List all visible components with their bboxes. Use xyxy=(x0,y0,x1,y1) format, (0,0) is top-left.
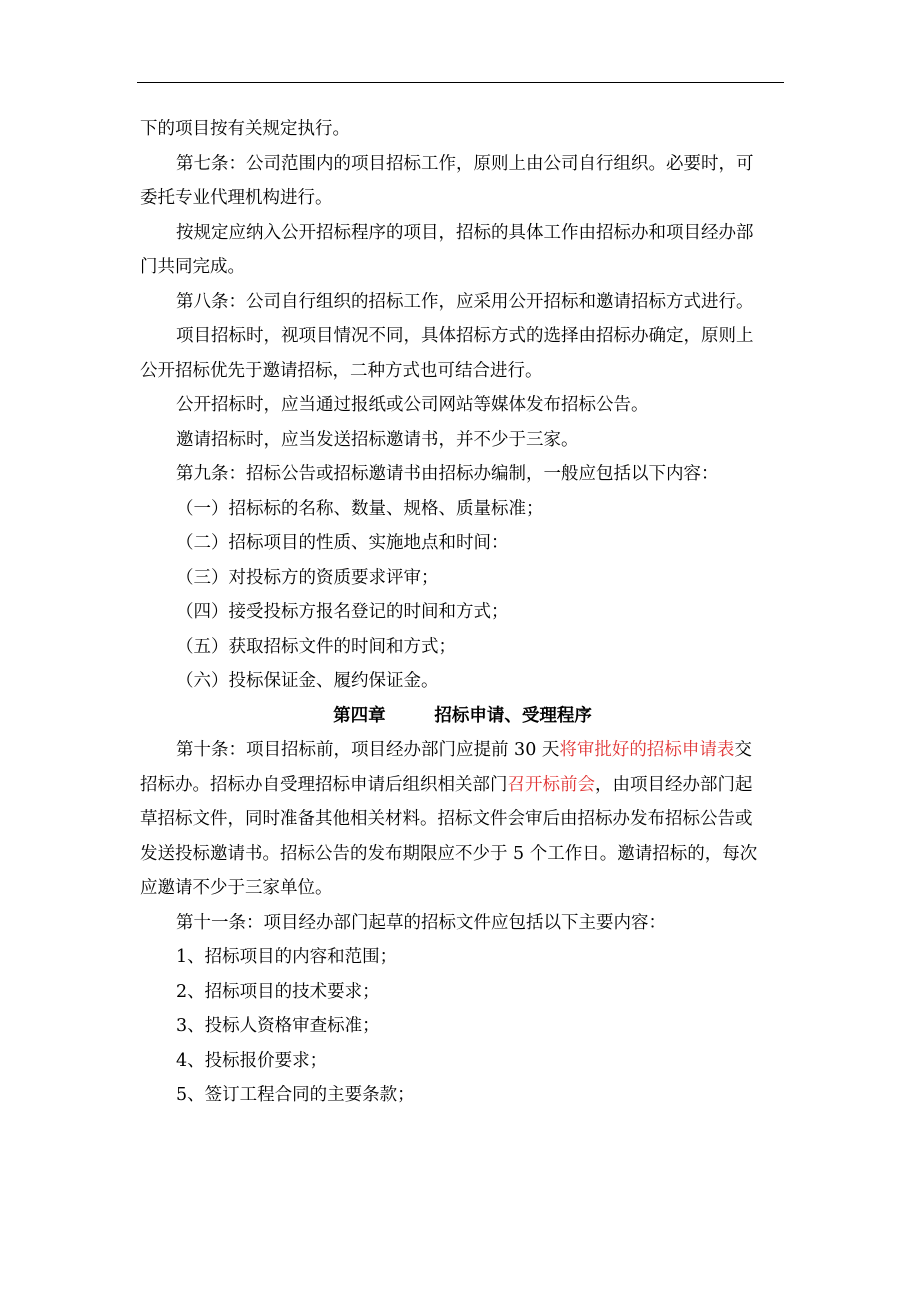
list-item: （二）招标项目的性质、实施地点和时间： xyxy=(176,533,509,553)
text-run: 招标办。招标办自受理招标申请后组织相关部门 xyxy=(140,774,508,795)
article-10-line-3: 草招标文件，同时准备其他相关材料。招标文件会审后由招标办发布招标公告或 xyxy=(140,809,753,829)
article-10-line-5: 应邀请不少于三家单位。 xyxy=(140,878,333,898)
chapter-number: 第四章 xyxy=(333,705,386,726)
paragraph-line: 项目招标时，视项目情况不同，具体招标方式的选择由招标办确定，原则上 xyxy=(176,326,754,346)
chapter-title: 招标申请、受理程序 xyxy=(434,705,592,726)
paragraph-line: 邀请招标时，应当发送招标邀请书，并不少于三家。 xyxy=(176,429,579,450)
paragraph-line: 委托专业代理机构进行。 xyxy=(140,188,333,208)
article-10-line-1 xyxy=(140,733,785,768)
list-item: 2、招标项目的技术要求； xyxy=(176,981,380,1002)
article-7-line: 第七条：公司范围内的项目招标工作，原则上由公司自行组织。必要时，可 xyxy=(176,153,754,174)
paragraph-line: 下的项目按有关规定执行。 xyxy=(140,119,350,139)
list-item: （四）接受投标方报名登记的时间和方式； xyxy=(176,602,509,622)
text-run: ，由项目经办部门起 xyxy=(595,774,753,795)
paragraph-line: 公开招标时，应当通过报纸或公司网站等媒体发布招标公告。 xyxy=(176,395,649,415)
list-item: （六）投标保证金、履约保证金。 xyxy=(176,671,439,691)
document-body xyxy=(140,112,785,1113)
paragraph-line: 公开招标优先于邀请招标，二种方式也可结合进行。 xyxy=(140,360,543,381)
list-item: （五）获取招标文件的时间和方式； xyxy=(176,636,456,657)
text-run: 第十条：项目招标前，项目经办部门应提前 30 天 xyxy=(176,740,560,760)
list-item: 5、签订工程合同的主要条款； xyxy=(176,1085,415,1105)
list-item: 1、招标项目的内容和范围； xyxy=(176,947,398,967)
highlight-text: 将审批好的招标申请表 xyxy=(559,740,735,760)
list-item: 4、投标报价要求； xyxy=(176,1050,328,1071)
header-rule xyxy=(137,82,784,83)
article-9-line: 第九条：招标公告或招标邀请书由招标办编制，一般应包括以下内容： xyxy=(176,464,719,484)
highlight-text: 召开标前会 xyxy=(507,774,595,795)
article-10-line-2 xyxy=(140,768,785,803)
paragraph-line: 门共同完成。 xyxy=(140,257,245,277)
article-11-line: 第十一条：项目经办部门起草的招标文件应包括以下主要内容： xyxy=(176,912,666,933)
article-8-line: 第八条：公司自行组织的招标工作，应采用公开招标和邀请招标方式进行。 xyxy=(176,291,754,312)
text-run: 交 xyxy=(734,740,752,760)
list-item: （一）招标标的名称、数量、规格、质量标准； xyxy=(176,498,544,519)
article-10-line-4: 发送投标邀请书。招标公告的发布期限应不少于 5 个工作日。邀请招标的，每次 xyxy=(140,843,758,864)
list-item: 3、投标人资格审查标准； xyxy=(176,1016,380,1036)
list-item: （三）对投标方的资质要求评审； xyxy=(176,567,439,588)
paragraph-line: 按规定应纳入公开招标程序的项目，招标的具体工作由招标办和项目经办部 xyxy=(176,222,754,243)
chapter-heading xyxy=(140,699,785,734)
